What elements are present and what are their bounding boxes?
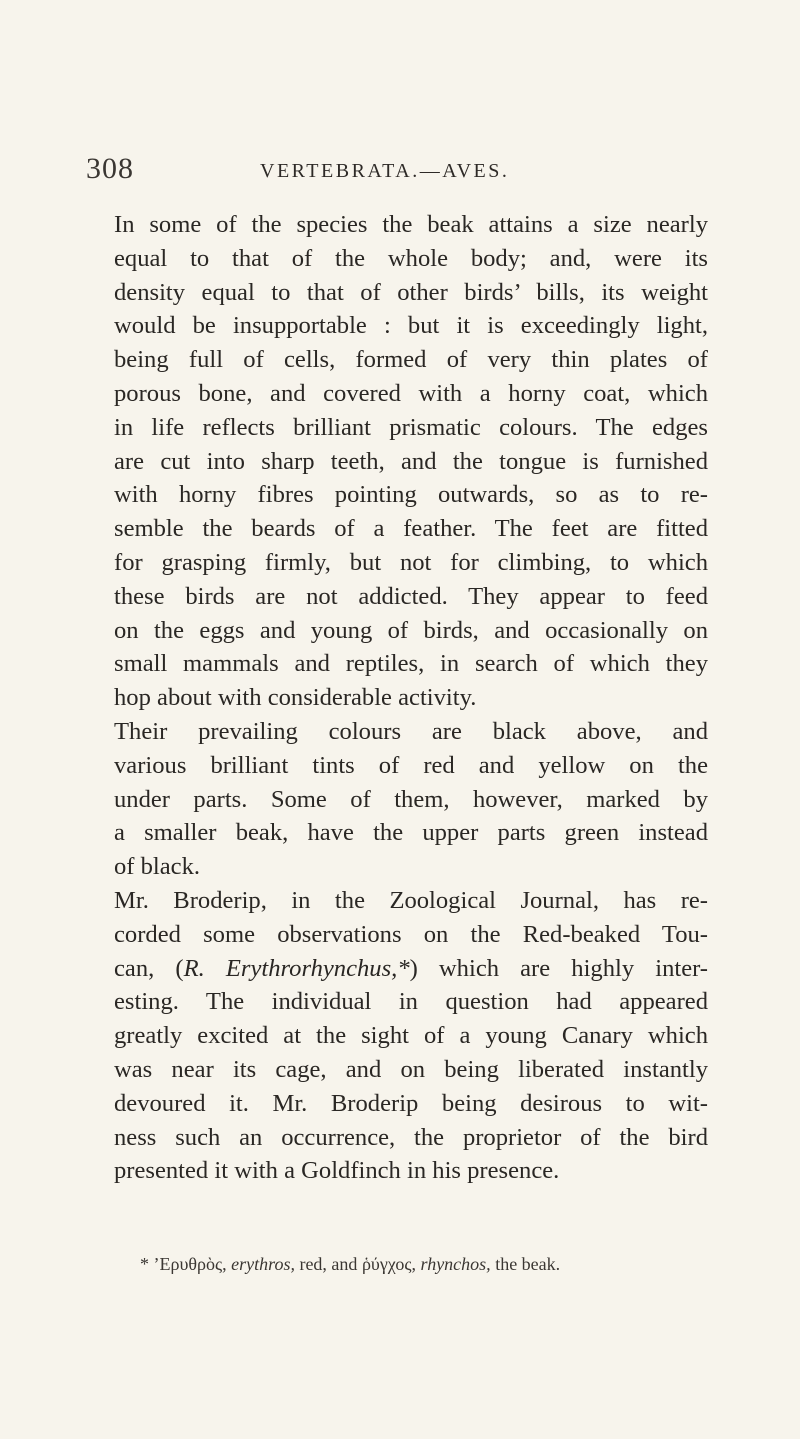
text-line: esting. The individual in question had appeared	[114, 988, 708, 1016]
gloss: red, and	[299, 1254, 358, 1274]
page-header	[86, 152, 706, 192]
body-text	[114, 208, 708, 1188]
text-line: hop about with considerable activity.	[114, 684, 477, 712]
text-line: equal to that of the whole body; and, were its	[114, 244, 708, 272]
transliteration: erythros,	[231, 1254, 295, 1274]
footnote	[140, 1252, 720, 1276]
text-line: these birds are not addicted. They appear to feed	[114, 582, 708, 610]
running-head: VERTEBRATA.—AVES.	[260, 160, 510, 182]
gloss: the beak.	[495, 1254, 561, 1274]
paragraph-2	[114, 715, 708, 884]
text-line: of black.	[114, 853, 201, 881]
text-line: for grasping firmly, but not for climbing, to which	[114, 548, 708, 576]
text-line: In some of the species the beak attains a size nearly	[114, 211, 708, 238]
text-line: ness such an occurrence, the proprietor of the bird	[114, 1123, 708, 1151]
text-line: with horny fibres pointing outwards, so as to re-	[114, 481, 708, 509]
text-segment: can, (	[114, 954, 184, 982]
text-line: devoured it. Mr. Broderip being desirous to wit-	[114, 1089, 708, 1117]
text-line: under parts. Some of them, however, marked by	[114, 785, 708, 813]
text-line: are cut into sharp teeth, and the tongue is furnished	[114, 447, 708, 475]
transliteration: rhynchos,	[420, 1254, 491, 1274]
text-line: corded some observations on the Red-beaked Tou-	[114, 920, 708, 948]
text-line: was near its cage, and on being liberated instantly	[114, 1055, 708, 1083]
greek-word: ῥύγχος,	[361, 1254, 417, 1274]
text-line: Their prevailing colours are black above, and	[114, 717, 708, 745]
text-line: density equal to that of other birds’ bills, its weight	[114, 278, 708, 306]
text-line: various brilliant tints of red and yellow on the	[114, 751, 708, 779]
text-line: would be insupportable : but it is exceedingly light,	[114, 312, 708, 340]
text-line-with-species	[114, 952, 708, 986]
page-number: 308	[86, 152, 134, 185]
text-line: semble the beards of a feather. The feet are fitted	[114, 515, 708, 543]
text-line: small mammals and reptiles, in search of which they	[114, 650, 708, 678]
paragraph-1	[114, 208, 708, 715]
text-segment: ) which are highly inter-	[409, 954, 708, 982]
paragraph-3	[114, 884, 708, 1188]
greek-word: ’Ερυθρὸς,	[153, 1254, 227, 1274]
text-line: presented it with a Goldfinch in his presence.	[114, 1157, 560, 1185]
footnote-marker: *	[140, 1254, 149, 1274]
text-line: greatly excited at the sight of a young Canary which	[114, 1022, 708, 1050]
species-name: R. Erythrorhynchus,*	[183, 954, 410, 982]
text-line: in life reflects brilliant prismatic colours. The edges	[114, 413, 708, 441]
text-line: being full of cells, formed of very thin plates of	[114, 346, 708, 374]
text-line: porous bone, and covered with a horny coat, which	[114, 379, 708, 407]
text-line: Mr. Broderip, in the Zoological Journal, has re-	[114, 886, 708, 914]
text-line: a smaller beak, have the upper parts green instead	[114, 819, 708, 847]
text-line: on the eggs and young of birds, and occasionally on	[114, 616, 708, 644]
